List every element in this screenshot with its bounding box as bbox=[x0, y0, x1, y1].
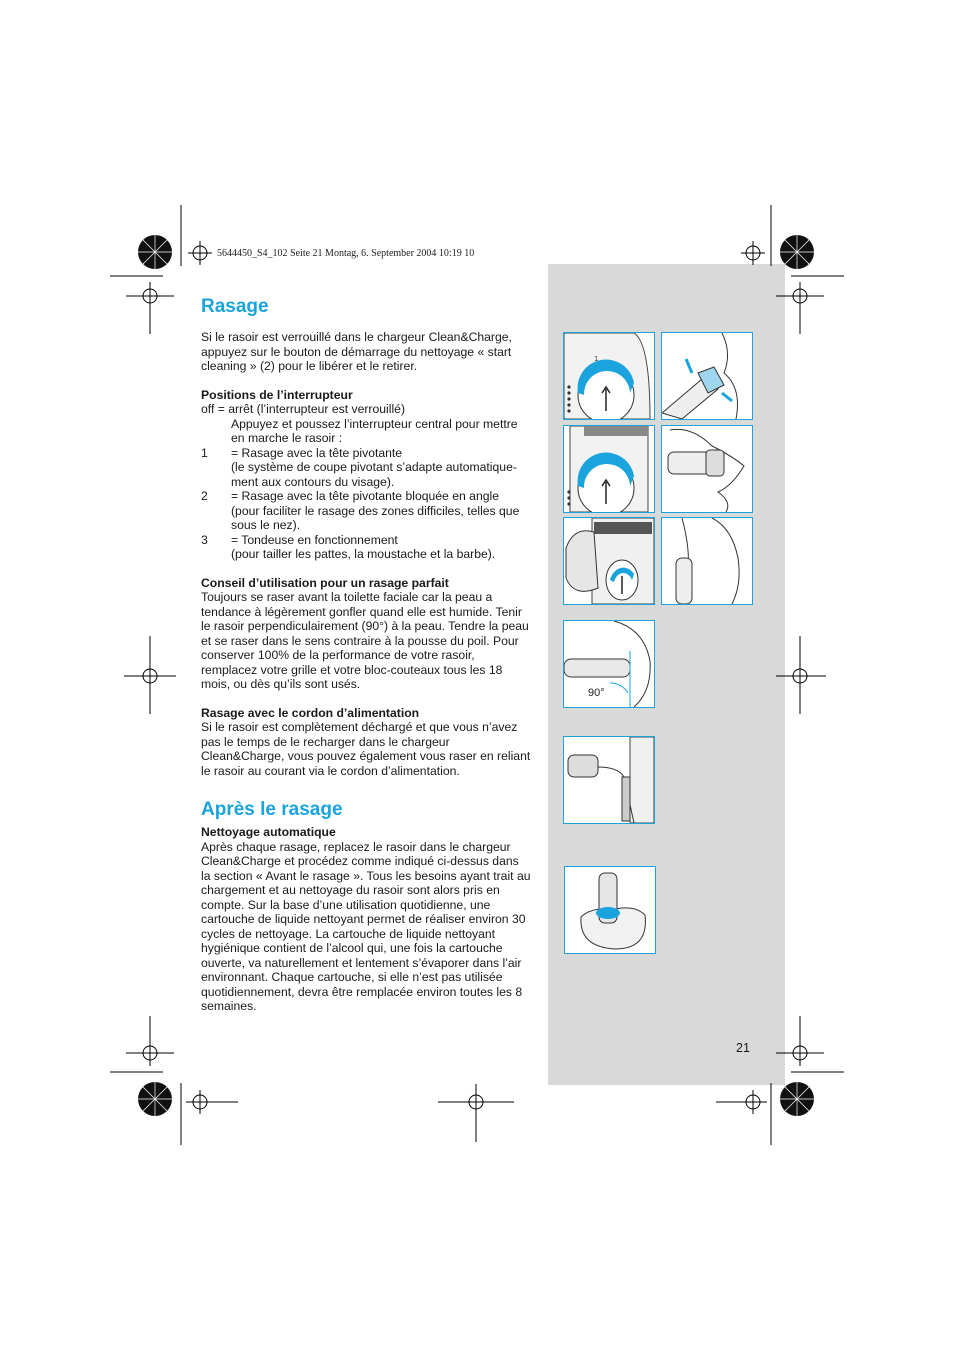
nettoyage-text: Après chaque rasage, replacez le rasoir dans le chargeur Clean&Charge et procédez comme indiqué ci-dessus dans la section « Avant le rasage ». Tous les besoins ayant trait au chargement et au nettoyage du rasoir sont alors pris en compte. Sur la base d’une utilisation quotidienne, une cartouche de liquide nettoyant permet de réaliser environ 30 cycles de nettoyage. La cartouche de liquide nettoyant hygiénique contient de l’alcool qui, une fois la cartouche ouverte, va naturellement et lentement s’évaporer dans l’air environnant. Chaque cartouche, si elle n’est pas utilisée quotidiennement, devra être remplacée environ toutes les 8 semaines. bbox=[201, 839, 531, 1013]
heading-rasage: Rasage bbox=[201, 296, 269, 317]
position-item: 2 = Rasage avec la tête pivotante bloquée en angle (pour faciliter le rasage des zones difficiles, telles que sous le nez). bbox=[201, 489, 520, 532]
positions-off: off = arrêt (l’interrupteur est verrouillé) bbox=[201, 402, 405, 416]
positions-title: Positions de l’interrupteur bbox=[201, 387, 353, 402]
nettoyage-title: Nettoyage automatique bbox=[201, 825, 336, 839]
position-item: 1 = Rasage avec la tête pivotante (le système de coupe pivotant s’adapte automatique-ment aux contours du visage). bbox=[201, 445, 517, 489]
intro-paragraph: Si le rasoir est verrouillé dans le chargeur Clean&Charge, appuyez sur le bouton de démarrage du nettoyage « start cleaning » (2) pour le libérer et le retirer. bbox=[201, 330, 512, 373]
cordon-text: Si le rasoir est complètement déchargé et que vous n’avez pas le temps de le recharger dans le chargeur Clean&Charge, vous pouvez également vous raser en reliant le rasoir au courant via le cordon d’alimentation. bbox=[201, 720, 531, 778]
positions-off-desc: Appuyez et poussez l’interrupteur central pour mettre en marche le rasoir : bbox=[231, 416, 518, 445]
page-number: 21 bbox=[736, 1041, 750, 1055]
cordon-title: Rasage avec le cordon d’alimentation bbox=[201, 705, 420, 720]
angle-label: 90° bbox=[588, 687, 605, 699]
conseil-title: Conseil d’utilisation pour un rasage parfait bbox=[201, 575, 449, 590]
heading-apres-rasage: Après le rasage bbox=[201, 799, 343, 820]
conseil-text: Toujours se raser avant la toilette faciale car la peau a tendance à légèrement gonfler quand elle est humide. Tenir le rasoir perpendiculairement (90°) à la peau. Tendre la peau et se raser dans le sens contraire à la pousse du poil. Pour conserver 100% de la performance de votre rasoir, remplacez votre grille et votre bloc-couteaux tous les 18 mois, ou dès qu’ils sont usés. bbox=[201, 590, 529, 691]
svg-text:1: 1 bbox=[594, 355, 599, 363]
position-item: 3 = Tondeuse en fonctionnement (pour tailler les pattes, la moustache et la barbe). bbox=[201, 532, 496, 561]
print-slug: 5644450_S4_102 Seite 21 Montag, 6. September 2004 10:19 10 bbox=[217, 248, 475, 259]
